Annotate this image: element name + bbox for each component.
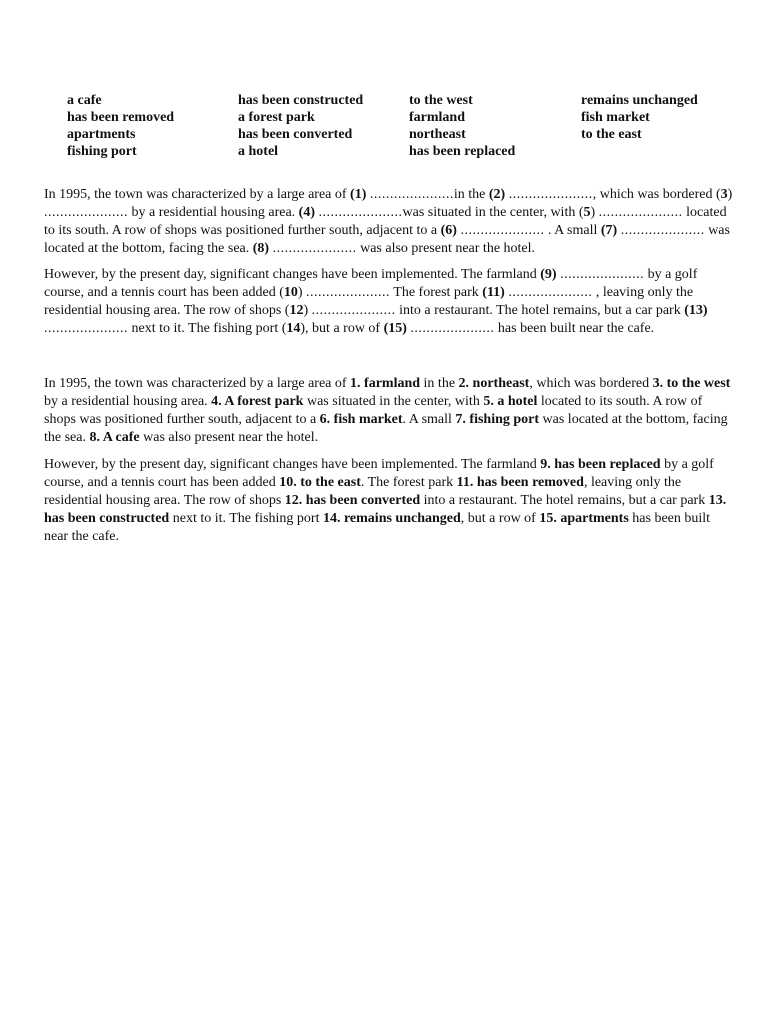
blank-gap: ..................... — [508, 187, 593, 202]
word-bank-item: has been removed — [67, 110, 175, 125]
word-bank-item: to the east — [581, 127, 642, 142]
gap-number: (7) — [600, 223, 618, 238]
gap-number: (8) — [252, 241, 270, 256]
text-run: next to it. The fishing port — [169, 511, 323, 526]
text-run: located to its south. A row of shops was positioned further south, adjacent to a — [44, 205, 727, 238]
text-run: In 1995, the town was characterized by a large area of — [44, 187, 351, 202]
blank-gap: ..................... — [369, 187, 454, 202]
answer: 5. a hotel — [483, 394, 538, 409]
gap-number: (6) — [440, 223, 457, 238]
word-bank-item: apartments — [67, 127, 136, 142]
word-bank-item: has been constructed — [238, 93, 364, 108]
word-bank-item: a hotel — [238, 144, 279, 159]
text-run: ) — [590, 205, 599, 220]
text-run: was located at the bottom, facing the sea. — [44, 412, 728, 445]
gap-number: (13) — [684, 303, 708, 318]
text-run: , leaving only the residential housing area. The row of shops ( — [44, 285, 694, 318]
exercise-paragraph-present — [44, 266, 734, 338]
text-run: was situated in the center, with ( — [402, 205, 584, 220]
text-run: . A small — [402, 412, 456, 427]
text-run: was also present near the hotel. — [356, 241, 536, 256]
text-run: , leaving only the residential housing area. The row of shops — [44, 475, 682, 508]
gap-number: (2) — [488, 187, 506, 202]
word-bank — [67, 92, 757, 160]
text-run: located to its south. A row of shops was positioned further south, adjacent to a — [44, 394, 703, 427]
answer: 12. has been converted — [284, 493, 421, 508]
text-run: , which was bordered — [529, 376, 653, 391]
blank-gap: ..................... — [311, 303, 396, 318]
answer: 9. has been replaced — [540, 457, 661, 472]
text-run: was located at the bottom, facing the sea. — [44, 223, 730, 256]
text-run: However, by the present day, significant changes have been implemented. The farmland — [44, 267, 541, 282]
text-run: into a restaurant. The hotel remains, but a car park — [395, 303, 685, 318]
blank-gap: ..................... — [598, 205, 683, 220]
text-run: However, by the present day, significant changes have been implemented. The farmland — [44, 457, 541, 472]
word-bank-item: has been replaced — [409, 144, 516, 159]
gap-number: 12 — [289, 303, 304, 318]
blank-gap: ..................... — [560, 267, 645, 282]
text-run: has been built near the cafe. — [44, 511, 711, 544]
text-run: by a residential housing area. — [44, 394, 212, 409]
word-bank-item: fish market — [581, 110, 650, 125]
gap-number: 10 — [283, 285, 298, 300]
answer: 14. remains unchanged — [322, 511, 461, 526]
text-run: . A small — [544, 223, 601, 238]
text-run: was also present near the hotel. — [139, 430, 319, 445]
text-run: . The forest park — [360, 475, 457, 490]
text-run: was situated in the center, with — [303, 394, 484, 409]
text-run: in the — [420, 376, 459, 391]
answer-paragraph-present — [44, 456, 734, 546]
word-bank-item: has been converted — [238, 127, 353, 142]
blank-gap: ..................... — [410, 321, 495, 336]
text-run: by a residential housing area. — [128, 205, 299, 220]
answer: 4. A forest park — [211, 394, 304, 409]
answer: 10. to the east — [279, 475, 361, 490]
text-run: in the — [453, 187, 489, 202]
answer: 1. farmland — [350, 376, 421, 391]
gap-number: (9) — [540, 267, 557, 282]
answer: 3. to the west — [652, 376, 731, 391]
gap-number: (1) — [350, 187, 367, 202]
answer: 15. apartments — [539, 511, 629, 526]
answer: 6. fish market — [319, 412, 403, 427]
answer: 13. has been constructed — [44, 493, 727, 526]
text-run: ) — [303, 303, 312, 318]
answer: 2. northeast — [458, 376, 530, 391]
text-run: The forest park — [390, 285, 483, 300]
text-run: has been built near the cafe. — [494, 321, 655, 336]
exercise-paragraph-1995 — [44, 186, 734, 258]
text-run: into a restaurant. The hotel remains, but a car park — [420, 493, 709, 508]
blank-gap: ..................... — [460, 223, 545, 238]
answer-paragraph-1995 — [44, 375, 734, 447]
word-bank-item — [581, 143, 757, 160]
text-run: ) — [727, 187, 733, 202]
text-run: , but a row of — [460, 511, 540, 526]
word-bank-item: a forest park — [238, 110, 315, 125]
gap-number: (15) — [383, 321, 407, 336]
word-bank-item: farmland — [409, 110, 465, 125]
answer: 7. fishing port — [455, 412, 540, 427]
gap-number: 14 — [286, 321, 301, 336]
text-run: In 1995, the town was characterized by a large area of — [44, 376, 351, 391]
blank-gap: ..................... — [306, 285, 391, 300]
word-bank-item: fishing port — [67, 144, 137, 159]
gap-number: (4) — [298, 205, 315, 220]
text-run: , which was bordered ( — [592, 187, 721, 202]
blank-gap: ..................... — [44, 205, 128, 220]
blank-gap: ..................... — [272, 241, 357, 256]
word-bank-item: to the west — [409, 93, 473, 108]
blank-gap: ..................... — [44, 321, 128, 336]
word-bank-item: northeast — [409, 127, 466, 142]
text-run: by a golf course, and a tennis court has been added — [44, 457, 714, 490]
text-run: ) — [297, 285, 307, 300]
text-run: ), but a row of — [300, 321, 384, 336]
gap-number: (11) — [482, 285, 505, 300]
text-run: next to it. The fishing port ( — [128, 321, 287, 336]
text-run: by a golf course, and a tennis court has been added ( — [44, 267, 698, 300]
blank-gap: ..................... — [508, 285, 593, 300]
answer: 8. A cafe — [89, 430, 140, 445]
blank-gap: ..................... — [620, 223, 705, 238]
word-bank-item: remains unchanged — [581, 93, 698, 108]
gap-number: 5 — [583, 205, 591, 220]
word-bank-item: a cafe — [67, 93, 102, 108]
blank-gap: ..................... — [318, 205, 403, 220]
gap-number: 3 — [720, 187, 728, 202]
answer: 11. has been removed — [456, 475, 584, 490]
